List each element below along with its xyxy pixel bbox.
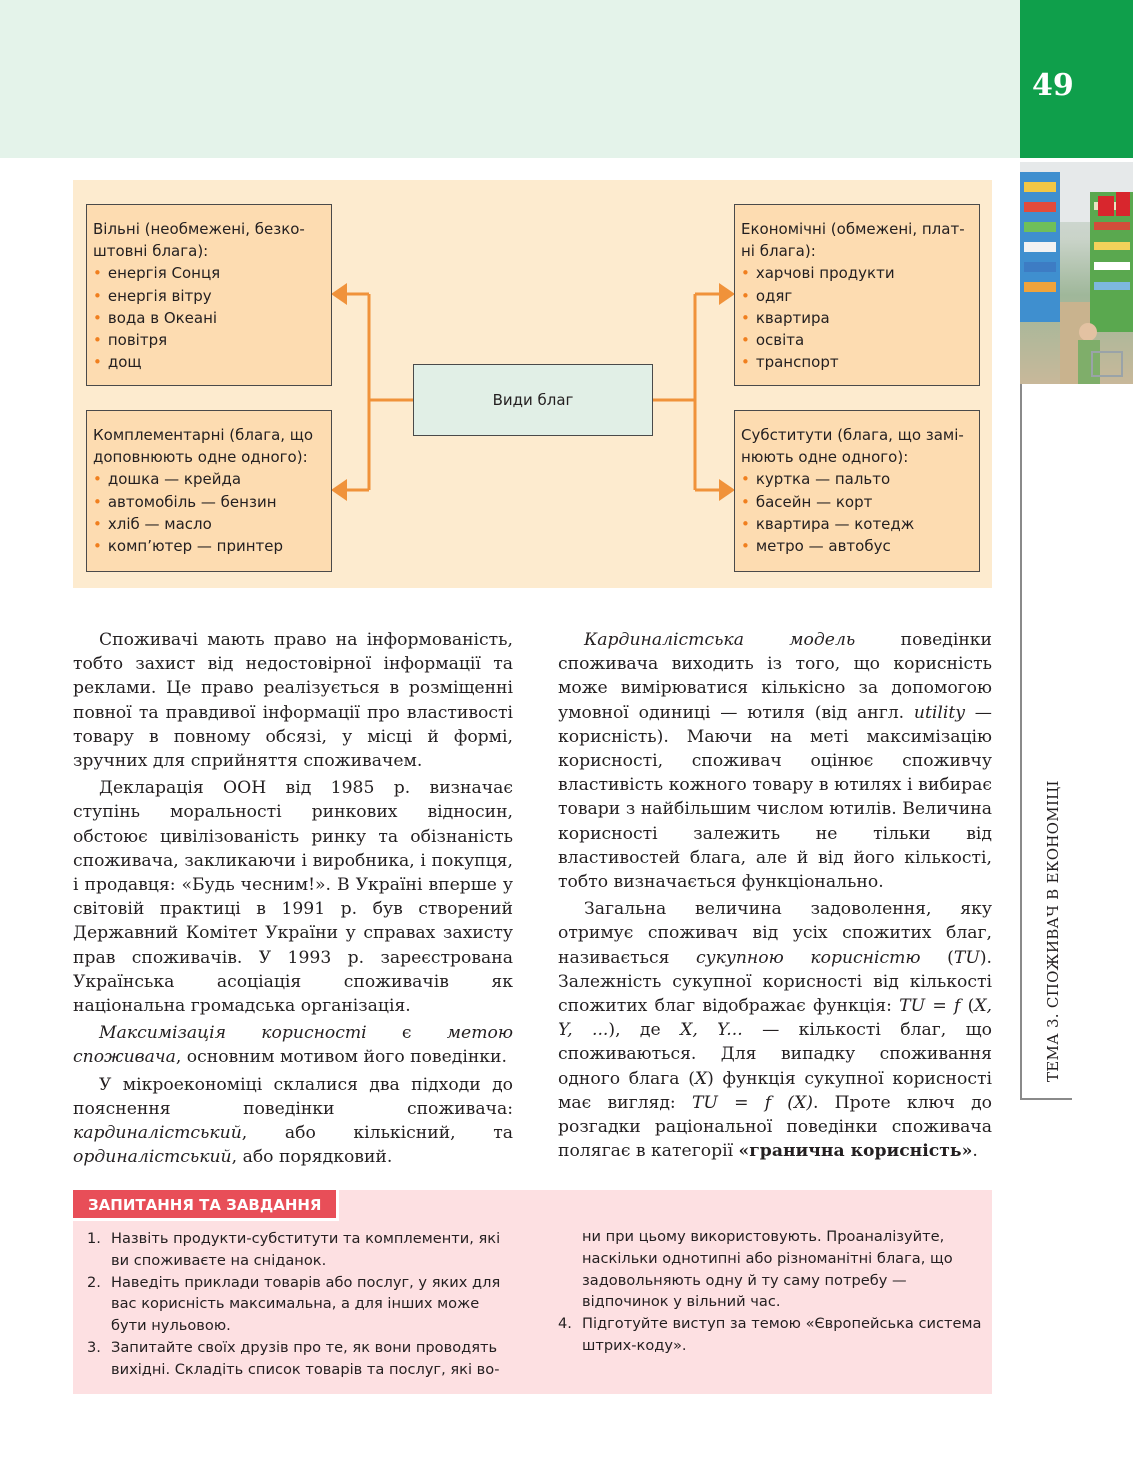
section-title-vertical: ТЕМА 3. СПОЖИВАЧ В ЕКОНОМІЦІ bbox=[1044, 780, 1062, 1082]
box-title-line: Вільні (необмежені, безко- bbox=[93, 220, 305, 238]
supermarket-photo bbox=[1020, 162, 1133, 384]
question-item: 1. Назвіть продукти-субститути та комплементи, які ви споживаєте на сніданок. bbox=[87, 1230, 501, 1269]
free-goods-box bbox=[86, 204, 332, 386]
box-title-line: Комплементарні (блага, що bbox=[93, 426, 314, 444]
italic-term: сукупною корисністю bbox=[696, 947, 921, 968]
arrow-left-top bbox=[331, 283, 347, 305]
list-item: • енергія вітру bbox=[93, 285, 325, 307]
list-item: • дощ bbox=[93, 351, 325, 373]
text-column-right bbox=[558, 628, 992, 1166]
italic-term: метою споживача bbox=[73, 1023, 513, 1068]
box-title-line: Економічні (обмежені, плат- bbox=[741, 220, 965, 238]
arrow-left-bottom bbox=[331, 479, 347, 501]
list-item: • автомобіль — бензин bbox=[93, 491, 325, 513]
italic-term: Максимізація корисності bbox=[99, 1023, 367, 1044]
side-rule bbox=[1020, 384, 1022, 1100]
box-title-line: ні блага): bbox=[741, 242, 816, 261]
paragraph: Кардиналістська модель поведінки споживача виходить із того, що корисність може вимірюватися кількісно за допомогою умовної одиниці — ютиля (від англ. utility — корисність). Маючи на меті максимізацію корисності, споживач оцінює споживчу властивість кожного товару в ютилях і вибирає товари з найбільшим числом ютилів. Величина корисності залежить не тільки від властивостей блага, але й від його кількості, тобто визначається функціонально. bbox=[558, 630, 992, 893]
list-item: • енергія Сонця bbox=[93, 262, 325, 284]
list-item: • комп’ютер — принтер bbox=[93, 535, 325, 557]
list-item: • освіта bbox=[741, 329, 973, 351]
paragraph: Максимізація корисності є метою споживача, основним мотивом його поведінки. bbox=[73, 1023, 513, 1068]
arrow-right-top bbox=[719, 283, 735, 305]
box-title-line: доповнюють одне одного): bbox=[93, 448, 308, 467]
header-band bbox=[0, 0, 1020, 158]
questions-block bbox=[73, 1190, 992, 1394]
side-rule-bottom bbox=[1020, 1098, 1072, 1100]
box-title-line: нюють одне одного): bbox=[741, 448, 909, 467]
list-item: • басейн — корт bbox=[741, 491, 973, 513]
list-item: • метро — автобус bbox=[741, 535, 973, 557]
italic-term: Кардиналістська модель bbox=[584, 630, 856, 650]
paragraph: Загальна величина задоволення, яку отримує споживач від усіх спожитих благ, називається сукупною корисністю (TU). Залежність сукупної корисності від кількості спожитих благ відображає функція: TU = f (X, Y, ...), де X, Y... — кількості благ, що споживаються. Для випадку споживання одного блага (X) функція сукупної корисності має вигляд: TU = f (X). Проте ключ до розгадки раціональної поведінки споживача полягає в категорії «гранична корисність». bbox=[558, 899, 993, 1162]
paragraph: Споживачі мають право на інформованість, тобто захист від недостовірної інформації та реклами. Це право реалізується в розміщенні повної та правдивої інформації про властивості товару в повному обсязі, у місці й формі, зручних для сприйняття споживачем. bbox=[73, 630, 513, 772]
questions-column-left bbox=[87, 1228, 507, 1381]
question-item: 4. Підготуйте виступ за темою «Європейська система штрих-коду». bbox=[558, 1315, 982, 1354]
page-number: 49 bbox=[1032, 68, 1074, 103]
question-item: 2. Наведіть приклади товарів або послуг, у яких для вас корисність максимальна, а для інших може бути нульовою. bbox=[87, 1273, 501, 1335]
list-item: • транспорт bbox=[741, 351, 973, 373]
italic-term: кардиналістський bbox=[73, 1123, 242, 1144]
box-title-line: штовні блага): bbox=[93, 242, 209, 261]
question-item: 3. Запитайте своїх друзів про те, як вони проводять вихідні. Складіть список товарів та послуг, які во- bbox=[87, 1338, 500, 1378]
list-item: • харчові продукти bbox=[741, 262, 973, 284]
list-item: • квартира — котедж bbox=[741, 513, 973, 535]
complementary-goods-box bbox=[86, 410, 332, 572]
list-item: • одяг bbox=[741, 285, 973, 307]
list-item: • квартира bbox=[741, 307, 973, 329]
paragraph: У мікроекономіці склалися два підходи до пояснення поведінки споживача: кардиналістський, або кількісний, та ординалістський, або порядковий. bbox=[73, 1074, 513, 1168]
questions-column-right bbox=[558, 1226, 982, 1357]
questions-header: ЗАПИТАННЯ ТА ЗАВДАННЯ bbox=[73, 1190, 339, 1221]
text-column-left bbox=[73, 628, 513, 1172]
list-item: • куртка — пальто bbox=[741, 468, 973, 490]
list-item: • хліб — масло bbox=[93, 513, 325, 535]
economic-goods-box bbox=[734, 204, 980, 386]
paragraph: Декларація ООН від 1985 р. визначає ступінь моральності ринкових відносин, обстоює цивілізованість ринку та обізнаність споживача, закликаючи і виробника, і покупця, і продавця: «Будь чесним!». В Україні вперше у світовій практиці в 1991 р. був створений Державний Комітет України у справах захисту прав споживачів. У 1993 р. зареєстрована Українська асоціація споживачів як національна громадська організація. bbox=[73, 778, 513, 1017]
list-item: • повітря bbox=[93, 329, 325, 351]
arrow-right-bottom bbox=[719, 479, 735, 501]
goods-types-diagram bbox=[73, 180, 992, 588]
goods-types-center: Види благ bbox=[413, 364, 653, 436]
substitute-goods-box bbox=[734, 410, 980, 572]
box-title-line: Субститути (блага, що замі- bbox=[741, 426, 964, 444]
bold-term: «гранична корисність» bbox=[738, 1141, 973, 1162]
list-item: • вода в Океані bbox=[93, 307, 325, 329]
question-continuation: ни при цьому використовують. Проаналізуйте, наскільки однотипні або різноманітні блага, що задовольняють одну й ту саму потребу — відпочинок у вільний час. bbox=[582, 1228, 953, 1311]
list-item: • дошка — крейда bbox=[93, 468, 325, 490]
italic-term: ординалістський bbox=[73, 1147, 232, 1168]
